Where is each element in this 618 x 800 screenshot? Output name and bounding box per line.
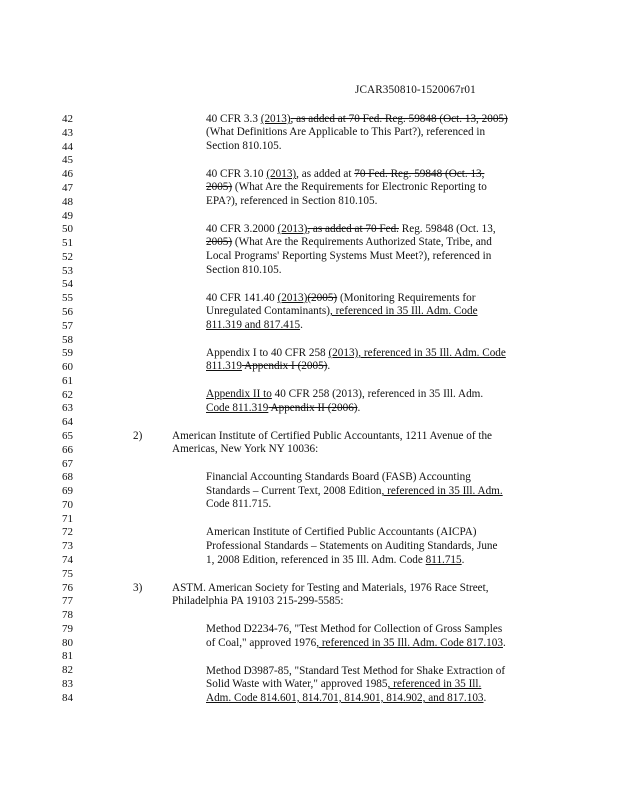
line-number: 43 [62, 126, 73, 139]
doc-line: 811.319 Appendix I (2005). [206, 360, 331, 372]
doc-line: Section 810.105. [206, 140, 282, 152]
doc-line: ASTM. American Society for Testing and Materials, 1976 Race Street, [172, 582, 489, 594]
doc-line: Unregulated Contaminants), referenced in 35 Ill. Adm. Code [206, 305, 478, 317]
doc-line: EPA?), referenced in Section 810.105. [206, 195, 378, 207]
line-number: 73 [62, 540, 73, 553]
line-number: 77 [62, 595, 73, 608]
line-number: 75 [62, 567, 73, 580]
line-number: 54 [62, 278, 73, 291]
line-number: 71 [62, 512, 73, 525]
line-number: 84 [62, 691, 73, 704]
doc-line: 40 CFR 3.10 (2013), as added at 70 Fed. Reg. 59848 (Oct. 13, [206, 168, 485, 180]
line-number: 61 [62, 374, 73, 387]
line-number: 49 [62, 209, 73, 222]
line-number: 63 [62, 402, 73, 415]
doc-line: Method D3987-85, "Standard Test Method for Shake Extraction of [206, 665, 506, 677]
doc-line: of Coal," approved 1976, referenced in 35 Ill. Adm. Code 817.103. [206, 637, 506, 649]
line-number: 82 [62, 664, 73, 677]
line-number: 45 [62, 154, 73, 167]
doc-line: Code 811.715. [206, 498, 272, 510]
line-number: 56 [62, 305, 73, 318]
line-number: 50 [62, 223, 73, 236]
doc-line: 811.319 and 817.415. [206, 319, 303, 331]
document-header: JCAR350810-1520067r01 [355, 84, 476, 96]
line-number: 76 [62, 581, 73, 594]
line-number: 68 [62, 471, 73, 484]
line-number: 52 [62, 250, 73, 263]
line-number: 65 [62, 429, 73, 442]
doc-line: Philadelphia PA 19103 215-299-5585: [172, 595, 344, 607]
line-number: 55 [62, 292, 73, 305]
line-number: 64 [62, 416, 73, 429]
line-number: 44 [62, 140, 73, 153]
line-number: 60 [62, 361, 73, 373]
line-number: 74 [62, 554, 73, 566]
doc-line: Code 811.319 Appendix II (2006). [206, 402, 361, 414]
line-number: 57 [62, 319, 73, 332]
line-number: 58 [62, 333, 73, 346]
line-number: 46 [62, 168, 73, 181]
line-number: 42 [62, 113, 73, 125]
line-number: 62 [62, 388, 73, 401]
line-number: 67 [62, 457, 73, 470]
line-number: 51 [62, 237, 73, 249]
line-number: 79 [62, 622, 73, 635]
doc-line: Appendix II to 40 CFR 258 (2013), referenced in 35 Ill. Adm. [206, 388, 484, 400]
line-number: 70 [62, 498, 73, 511]
doc-line: Solid Waste with Water," approved 1985, referenced in 35 Ill. [206, 678, 482, 690]
doc-line: Adm. Code 814.601, 814.701, 814.901, 814.902, and 817.103. [206, 692, 487, 704]
line-number: 69 [62, 485, 73, 498]
doc-line: 40 CFR 3.2000 (2013), as added at 70 Fed. Reg. 59848 (Oct. 13, [206, 223, 496, 235]
doc-line: American Institute of Certified Public Accountants, 1211 Avenue of the [172, 430, 493, 442]
section-marker: 2) [133, 430, 143, 442]
doc-line: (What Definitions Are Applicable to This Part?), referenced in [206, 126, 486, 138]
doc-line: Local Programs' Reporting Systems Must Meet?), referenced in [206, 250, 492, 262]
line-number: 53 [62, 264, 73, 277]
doc-line: 40 CFR 3.3 (2013), as added at 70 Fed. Reg. 59848 (Oct. 13, 2005) [206, 113, 508, 125]
line-number: 48 [62, 195, 73, 208]
doc-line: 2005) (What Are the Requirements for Electronic Reporting to [206, 181, 487, 193]
line-number: 59 [62, 347, 73, 360]
line-number: 72 [62, 526, 73, 539]
doc-line: Appendix I to 40 CFR 258 (2013), referenced in 35 Ill. Adm. Code [206, 347, 506, 359]
doc-line: 1, 2008 Edition, referenced in 35 Ill. Adm. Code 811.715. [206, 554, 465, 566]
doc-line: American Institute of Certified Public Accountants (AICPA) [206, 526, 477, 538]
doc-line: Section 810.105. [206, 264, 282, 276]
line-number: 80 [62, 636, 73, 649]
line-number: 78 [62, 609, 73, 622]
line-number: 47 [62, 181, 73, 194]
doc-line: Standards – Current Text, 2008 Edition, referenced in 35 Ill. Adm. [206, 485, 503, 497]
doc-line: Financial Accounting Standards Board (FASB) Accounting [206, 471, 471, 483]
line-number: 66 [62, 443, 73, 456]
doc-line: Professional Standards – Statements on Auditing Standards, June [206, 540, 498, 552]
doc-line: Americas, New York NY 10036: [172, 443, 319, 455]
section-marker: 3) [133, 582, 143, 594]
line-number: 83 [62, 678, 73, 690]
doc-line: 2005) (What Are the Requirements Authorized State, Tribe, and [206, 236, 492, 248]
doc-line: Method D2234-76, "Test Method for Collection of Gross Samples [206, 623, 503, 635]
doc-line: 40 CFR 141.40 (2013)(2005) (Monitoring Requirements for [206, 292, 476, 304]
line-number: 81 [62, 650, 73, 663]
